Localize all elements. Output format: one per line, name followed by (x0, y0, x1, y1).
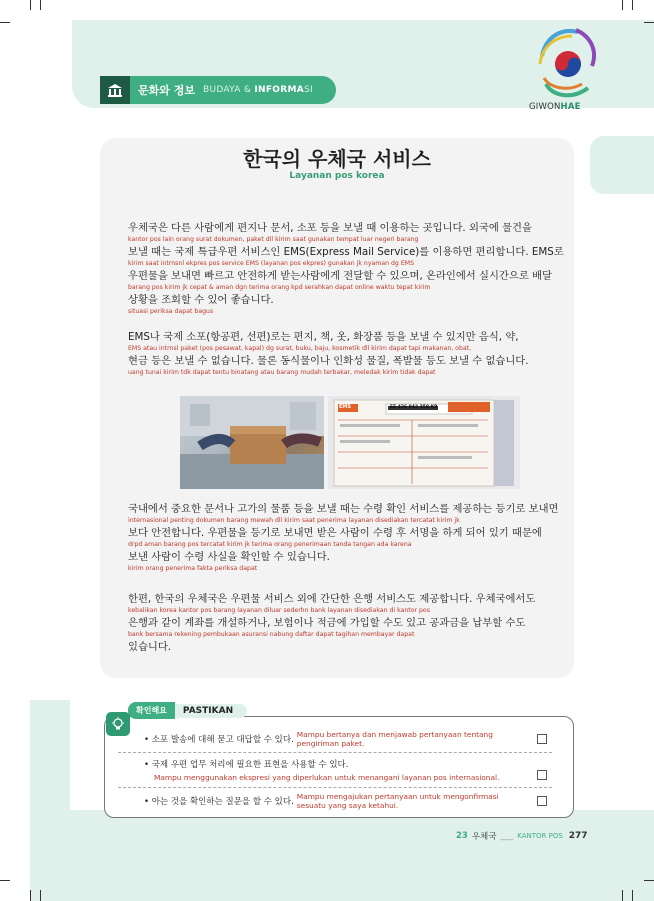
text-line: 현금 등은 보낼 수 없습니다. 물론 동식물이나 인화성 물질, 폭발물 등도 보낼 수 없습니다. (128, 355, 529, 367)
text-line: EMS나 국제 소포(항공편, 선편)로는 편지, 책, 옷, 화장품 등을 보낼 수 있지만 음식, 약, (128, 331, 519, 343)
text-line: 있습니다. (128, 641, 172, 653)
gloss-line: drpd aman barang pos tercatat kirim jk terima orang penerimaan tanda tangan ada karena (128, 541, 412, 548)
crop-mark (0, 880, 10, 881)
side-tab-band (590, 136, 654, 194)
photo-row (180, 396, 520, 489)
section-tab (100, 76, 336, 104)
checklist-item (144, 730, 517, 748)
paragraph-1 (128, 222, 564, 318)
crop-mark (622, 0, 623, 10)
footer-separator: ___ (500, 831, 514, 841)
checklist-header (128, 702, 247, 719)
paragraph-4 (128, 593, 548, 654)
page-footer (456, 830, 588, 842)
crop-mark (632, 890, 633, 901)
chapter-title-ko: 우체국 (471, 832, 497, 842)
section-title-ko: 문화와 정보 (138, 84, 195, 97)
text-line: 우체국은 다른 사람에게 편지나 문서, 소포 등을 보낼 때 이용하는 곳입니다. 외국에 물건을 (128, 222, 532, 234)
gloss-line: uang tunai kirim tdk dapat tentu binatang atau barang mudah terbakar, meledak kirim tidak dapat (128, 369, 436, 376)
chapter-number: 23 (456, 831, 468, 841)
text-line: 우편물을 보내면 빠르고 안전하게 받는사람에게 전달할 수 있으며, 온라인에서 실시간으로 배달 (128, 270, 552, 282)
footer-band (30, 810, 654, 901)
crop-mark (30, 0, 31, 10)
checklist-checkbox[interactable] (537, 734, 547, 744)
ems-form-photo (328, 396, 520, 489)
checklist-item-id: Mampu bertanya dan menjawab pertanyaan tentang pengiriman paket. (296, 730, 493, 748)
crop-mark (632, 0, 633, 10)
building-icon (100, 76, 130, 104)
chapter-title-id: KANTOR POS (517, 832, 563, 840)
checklist-item-ko: • 소포 발송에 대해 묻고 대답할 수 있다. (144, 735, 294, 745)
checklist-item-id: Mampu mengajukan pertanyaan untuk mengonfirmasi sesuatu yang saya ketahui. (296, 792, 499, 810)
gloss-line: kirim orang penerima fakta periksa dapat (128, 565, 258, 572)
paragraph-3 (128, 503, 559, 575)
crop-mark (644, 22, 654, 23)
article-title: 한국의 우체국 서비스 (243, 147, 431, 171)
text-line: 보낸 사람이 수령 사실을 확인할 수 있습니다. (128, 551, 330, 563)
crop-mark (40, 890, 41, 901)
text-line: 한편, 한국의 우체국은 우편물 서비스 외에 간단한 은행 서비스도 제공합니다. 우체국에서도 (128, 593, 536, 605)
crop-mark (0, 22, 10, 23)
gloss-line: internasional penting dokumen barang mewah dll kirim saat penerima layanan disediakan tercatat kirim jk (128, 517, 460, 524)
text-line: 보낼 때는 국제 특급우편 서비스인 EMS(Express Mail Service)를 이용하면 편리합니다. EMS로 (128, 246, 564, 258)
post-office-counter-photo (180, 396, 324, 489)
ems-form-logo: EMS (339, 404, 351, 410)
text-line: 상황을 조회할 수 있어 좋습니다. (128, 294, 274, 306)
paragraph-2 (128, 331, 548, 379)
page-number: 277 (568, 831, 588, 841)
checklist-checkbox[interactable] (537, 770, 547, 780)
checklist-label-ko: 확인해요 (128, 702, 175, 719)
lightbulb-icon (106, 712, 130, 736)
checklist-item-ko: • 국제 우편 업무 처리에 필요한 표현을 사용할 수 있다. (144, 760, 349, 770)
logo-wordmark: GIWONHAE (529, 102, 581, 112)
crop-mark (622, 890, 623, 901)
checklist-checkbox[interactable] (537, 796, 547, 806)
text-line: 국내에서 중요한 문서나 고가의 물품 등을 보낼 때는 수령 확인 서비스를 제공하는 등기로 보내면 (128, 503, 559, 515)
crop-mark (40, 0, 41, 10)
gloss-line: kantor pos lain orang surat dokumen, paket dll kirim saat gunakan tempat luar negeri barang (128, 236, 419, 243)
divider (118, 787, 552, 788)
gloss-line: kebalikan korea kantor pos barang layanan diluar sederhn bank layanan disediakan di kantor pos (128, 607, 430, 614)
gloss-line: bank bersama rekening pembukaan asuransi nabung daftar dapat tagihan membayar dapat (128, 631, 415, 638)
divider (118, 752, 552, 753)
section-title-id: BUDAYA & INFORMASI (202, 85, 313, 95)
article-subtitle: Layanan pos korea (289, 171, 385, 181)
checklist-item (144, 758, 499, 782)
gloss-line: barang pos kirim jk cepat & aman dgn terima orang kpd serahkan dapat online waktu tepat kirim (128, 284, 431, 291)
text-line: 은행과 같이 계좌를 개설하거나, 보험이나 적금에 가입할 수도 있고 공과금을 납부할 수도 (128, 617, 526, 629)
checklist-item (144, 792, 517, 810)
checklist-label-id: PASTIKAN (175, 704, 247, 718)
crop-mark (644, 880, 654, 881)
ems-form-number: EE 426 943 358 KR (390, 405, 438, 410)
gloss-line: kirim saat intrnsnl ekpres pos service EMS (layanan pos ekpres) gunakan jk nyaman dg EMS (128, 260, 414, 267)
crop-mark (30, 890, 31, 901)
text-line: 보다 안전합니다. 우편물을 등기로 보내면 받은 사람이 수령 후 서명을 하게 되어 있기 때문에 (128, 527, 542, 539)
gloss-line: situasi periksa dapat bagus (128, 308, 214, 315)
checklist-item-id: Mampu menggunakan ekspresi yang diperlukan untuk menangani layanan pos internasional. (154, 773, 500, 782)
checklist-item-ko: • 아는 것을 확인하는 질문을 할 수 있다. (144, 797, 294, 807)
gloss-line: EMS atau intrnsl paket (pos pesawat, kapal) dg surat, buku, baju, kosmetik dll kirim dapat tapi makanan, obat, (128, 345, 472, 352)
